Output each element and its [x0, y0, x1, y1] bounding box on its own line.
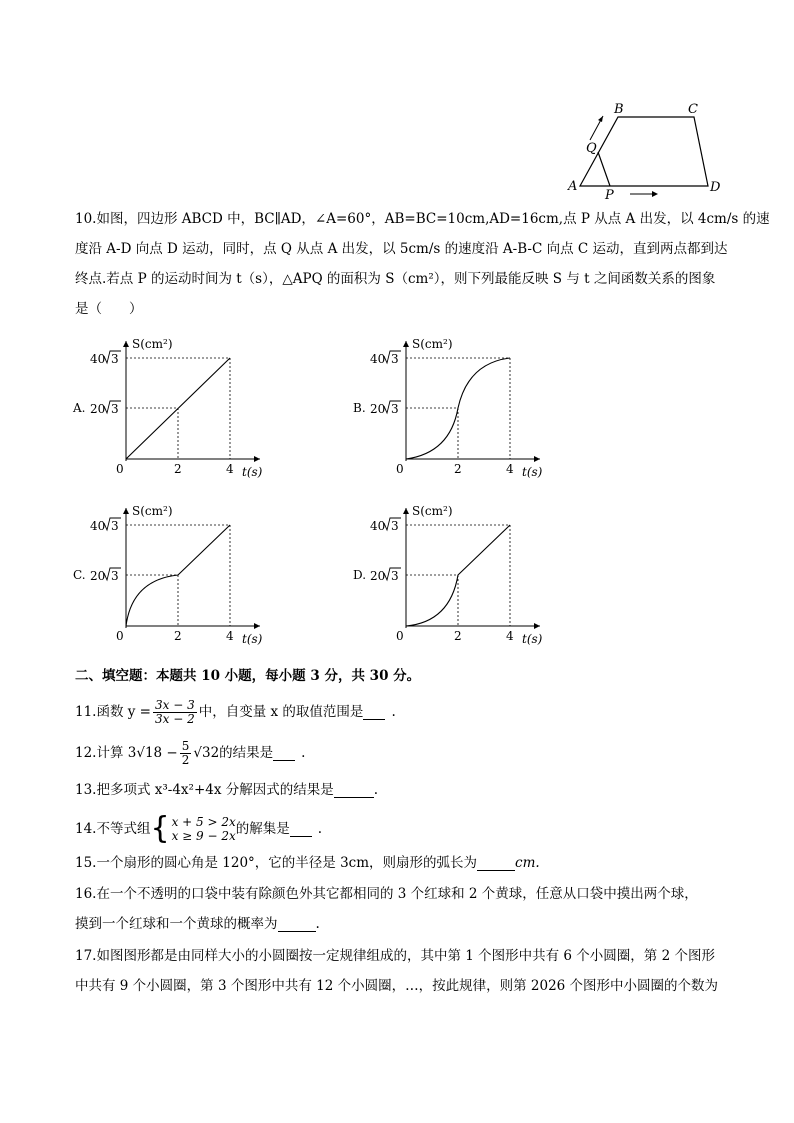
q13-text: 13.把多项式 x³-4x²+4x 分解因式的结果是 — [75, 782, 334, 798]
y-top-radicand: 3 — [111, 352, 119, 366]
question-12 — [75, 738, 305, 768]
x-tick-2: 2 — [454, 629, 462, 643]
q13-answer-blank[interactable] — [334, 783, 374, 798]
q17-line2: 中共有 9 个小圆圈，第 3 个图形中共有 12 个小圆圈，…，按此规律，则第 2026 个图形中小圆圈的个数为 — [75, 978, 719, 994]
q10-line1: 10.如图，四边形 ABCD 中，BC∥AD，∠A=60°，AB=BC=10cm,AD=16cm,点 P 从点 A 出发，以 4cm/s 的速 — [75, 211, 770, 227]
option-c-plot — [90, 500, 270, 650]
q13-end: . — [373, 782, 379, 798]
q12-suffix: 的结果是 — [219, 745, 274, 761]
origin: 0 — [396, 462, 404, 476]
x-tick-4: 4 — [506, 629, 514, 643]
y-mid-coef: 20 — [90, 569, 106, 583]
origin: 0 — [116, 462, 124, 476]
q16-line1: 16.在一个不透明的口袋中装有除颜色外其它都相同的 3 个红球和 2 个黄球，任意从口袋中摸出两个球， — [75, 886, 698, 902]
y-top-radicand: 3 — [111, 519, 119, 533]
label-q: Q — [586, 141, 597, 156]
option-a-graph[interactable] — [70, 333, 270, 483]
q15-unit: cm. — [515, 855, 540, 871]
origin: 0 — [396, 629, 404, 643]
label-p: P — [605, 188, 614, 200]
q12-end: . — [301, 745, 306, 761]
y-top-coef: 40 — [90, 352, 106, 366]
q11-end: . — [391, 704, 396, 720]
y-mid-radicand: 3 — [391, 402, 399, 416]
option-a-letter: A. — [73, 401, 86, 415]
question-15 — [75, 853, 540, 873]
y-mid-radicand: 3 — [111, 402, 119, 416]
q12-fraction — [180, 740, 192, 767]
x-label: t(s) — [522, 632, 543, 646]
question-14 — [75, 812, 322, 846]
x-label: t(s) — [522, 465, 543, 479]
q11-denominator: 3x − 2 — [155, 711, 195, 726]
y-label: S(cm²) — [412, 504, 453, 518]
q12-prefix: 12.计算 3√18 − — [75, 745, 178, 761]
x-tick-2: 2 — [454, 462, 462, 476]
y-top-coef: 40 — [370, 519, 386, 533]
q14-row2: x ≥ 9 − 2x — [171, 829, 236, 843]
curve-d — [406, 525, 510, 626]
question-11 — [75, 697, 396, 727]
option-d-plot — [370, 500, 550, 650]
q14-answer-blank[interactable] — [290, 822, 312, 837]
q10-line2: 度沿 A-D 向点 D 运动，同时，点 Q 从点 A 出发，以 5cm/s 的速度沿 A-B-C 向点 C 运动，直到两点都到达 — [75, 241, 728, 257]
x-tick-2: 2 — [174, 462, 182, 476]
y-label: S(cm²) — [412, 337, 453, 351]
x-tick-4: 4 — [226, 629, 234, 643]
q14-system — [150, 811, 236, 846]
x-tick-2: 2 — [174, 629, 182, 643]
y-mid-coef: 20 — [370, 402, 386, 416]
q10-line3: 终点.若点 P 的运动时间为 t（s），△APQ 的面积为 S（cm²），则下列最能反映 S 与 t 之间函数关系的图象 — [75, 271, 716, 287]
brace-icon: { — [150, 811, 170, 846]
y-mid-radicand: 3 — [111, 569, 119, 583]
label-d: D — [710, 180, 721, 195]
q11-answer-blank[interactable] — [363, 705, 385, 720]
q12-answer-blank[interactable] — [273, 746, 295, 761]
y-top-coef: 40 — [90, 519, 106, 533]
q12-denominator: 2 — [181, 752, 190, 767]
q16-end: . — [315, 916, 320, 932]
question-16-line2 — [75, 914, 320, 934]
label-a: A — [568, 179, 578, 194]
label-b: B — [614, 102, 624, 117]
q14-suffix: 的解集是 — [235, 821, 290, 837]
y-label: S(cm²) — [132, 504, 173, 518]
option-d-letter: D. — [353, 568, 367, 582]
option-a-plot — [90, 333, 270, 483]
y-label: S(cm²) — [132, 337, 173, 351]
option-d-graph[interactable] — [350, 500, 550, 650]
trapezoid-figure — [560, 100, 730, 200]
q11-prefix: 11.函数 y = — [75, 704, 151, 720]
x-tick-4: 4 — [506, 462, 514, 476]
q15-text: 15.一个扇形的圆心角是 120°，它的半径是 3cm，则扇形的弧长为 — [75, 855, 478, 871]
y-top-radicand: 3 — [391, 519, 399, 533]
q17-line1: 17.如图图形都是由同样大小的小圆圈按一定规律组成的，其中第 1 个图形中共有 6 个小圆圈，第 2 个图形 — [75, 948, 715, 964]
x-tick-4: 4 — [226, 462, 234, 476]
y-top-radicand: 3 — [391, 352, 399, 366]
q14-row1: x + 5 > 2x — [171, 815, 236, 829]
y-mid-coef: 20 — [370, 569, 386, 583]
curve-c — [126, 525, 230, 626]
y-top-coef: 40 — [370, 352, 386, 366]
q11-fraction — [153, 699, 197, 726]
q10-line4: 是（ ） — [75, 301, 143, 317]
option-b-plot — [370, 333, 550, 483]
y-mid-coef: 20 — [90, 402, 106, 416]
curve-b — [406, 358, 510, 459]
origin: 0 — [116, 629, 124, 643]
q12-radical: √32 — [193, 745, 220, 761]
curve-a — [126, 358, 230, 459]
q15-answer-blank[interactable] — [477, 856, 515, 871]
x-label: t(s) — [242, 465, 263, 479]
q11-numerator: 3x − 3 — [155, 697, 195, 712]
y-mid-radicand: 3 — [391, 569, 399, 583]
section-title: 二、填空题：本题共 10 小题，每小题 3 分，共 30 分。 — [75, 668, 421, 684]
option-c-graph[interactable] — [70, 500, 270, 650]
q14-prefix: 14.不等式组 — [75, 821, 151, 837]
option-b-graph[interactable] — [350, 333, 550, 483]
label-c: C — [688, 102, 698, 117]
q16-answer-blank[interactable] — [278, 917, 316, 932]
q11-suffix: 中，自变量 x 的取值范围是 — [198, 704, 364, 720]
question-13 — [75, 780, 378, 800]
q16-line2: 摸到一个红球和一个黄球的概率为 — [75, 916, 278, 932]
option-b-letter: B. — [353, 401, 366, 415]
q12-numerator: 5 — [181, 738, 190, 753]
x-label: t(s) — [242, 632, 263, 646]
segment-pq — [598, 152, 610, 186]
option-c-letter: C. — [73, 568, 86, 582]
q14-end: . — [317, 821, 323, 837]
